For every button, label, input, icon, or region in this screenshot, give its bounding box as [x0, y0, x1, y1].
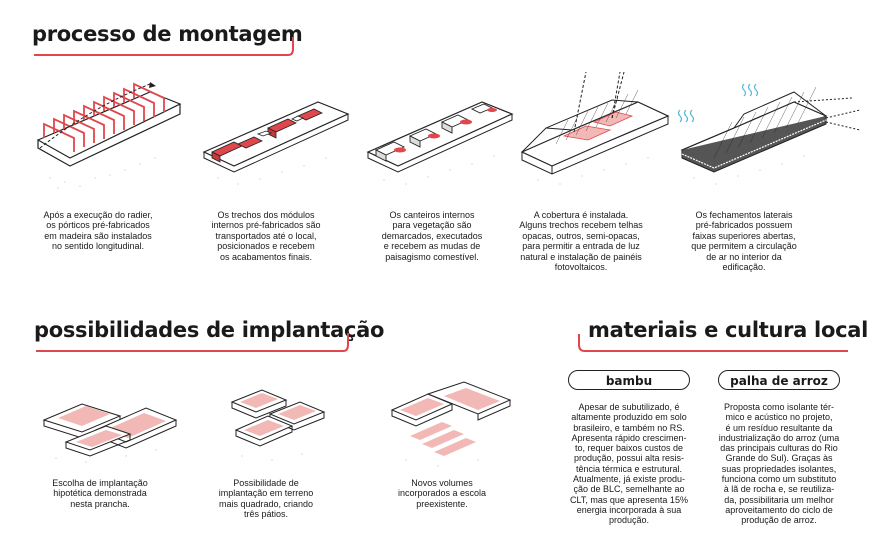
section-title-implantacao: possibilidades de implantação — [34, 318, 385, 342]
section-title-materiais: materiais e cultura local — [588, 318, 868, 342]
material-text-palha-de-arroz: Proposta como isolante tér- mico e acústico no projeto, é um resíduo resultante da industrialização do arroz (uma das principais culturas do Rio Grande do Sul). Graças às suas propriedades isolantes, funciona como um substituto à lã de rocha e, se reutiliza- da, possibilitaria um melhor aproveitamento do ciclo de produção de arroz. — [718, 402, 840, 526]
material-pill-palha-de-arroz: palha de arroz — [718, 370, 840, 390]
diagram-implantacao-1 — [36, 386, 186, 466]
caption-implantacao-2: Possibilidade de implantação em terreno mais quadrado, criando três pátios. — [218, 478, 314, 520]
diagram-implantacao-3 — [388, 380, 518, 470]
caption-implantacao-3: Novos volumes incorporados a escola preexistente. — [397, 478, 487, 509]
caption-implantacao-1: Escolha de implantação hipotética demonstrada nesta prancha. — [52, 478, 148, 509]
caption-step-2: Os trechos dos módulos internos pré-fabricados são transportados até o local, posicionados e recebem os acabamentos finais. — [211, 210, 321, 262]
caption-step-5: Os fechamentos laterais pré-fabricados possuem faixas superiores abertas, que permitem a circulação de ar no interior da edificação. — [691, 210, 797, 273]
caption-step-1: Após a execução do radier, os pórticos pré-fabricados em madeira são instalados no sentido longitudinal. — [43, 210, 153, 252]
section-title-montagem: processo de montagem — [32, 22, 303, 46]
material-pill-bambu: bambu — [568, 370, 690, 390]
caption-step-4: A cobertura é instalada. Alguns trechos recebem telhas opacas, outros, semi-opacas, para permitir a entrada de luz natural e instalação de painéis fotovoltaicos. — [519, 210, 643, 273]
material-text-bambu: Apesar de subutilizado, é altamente produzido em solo brasileiro, e também no RS. Apresenta rápido crescimen- to, requer baixos custos de produção, possui alta resis- tência térmica e estrutural. Atualmente, já existe produ- ção de BLC, semelhante ao CLT, mas que apresenta 15% energia incorporada à sua produção. — [570, 402, 688, 526]
caption-step-3: Os canteiros internos para vegetação são demarcados, executados e recebem as mudas de paisagismo comestível. — [381, 210, 483, 262]
diagram-implantacao-2 — [222, 384, 332, 464]
